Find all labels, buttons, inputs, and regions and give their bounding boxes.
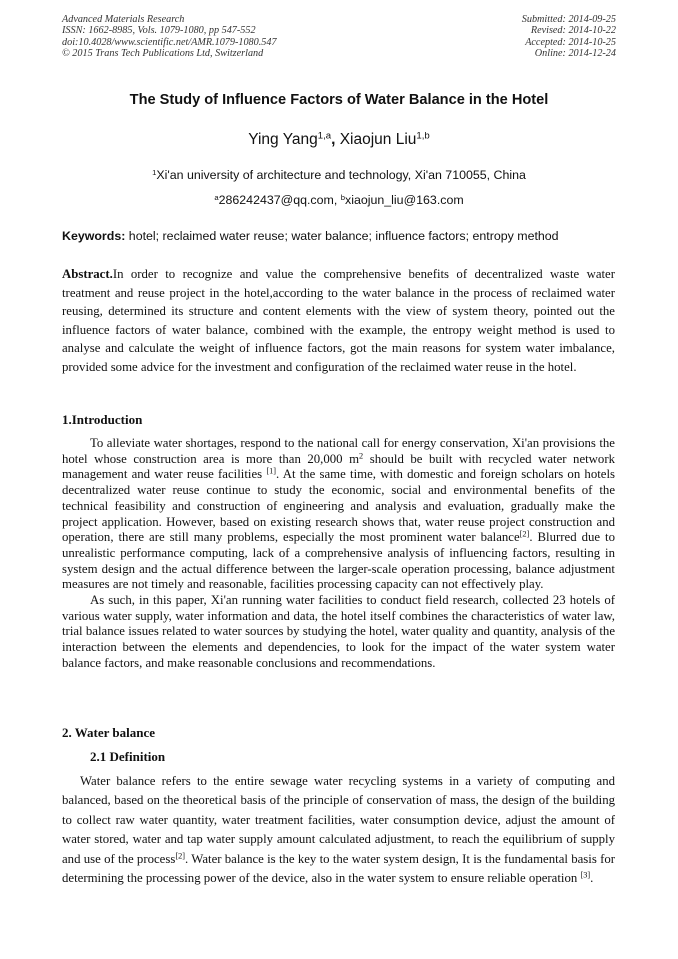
paragraph-text: . Water balance is the key to the water system design, It is the fundamental basis for determining the processing power of the device, also in the water system to ensure reliable operation — [62, 851, 615, 886]
author-separator: , — [331, 131, 340, 148]
superscript: 2 — [359, 451, 364, 461]
paragraph-text: . Blurred due to unrealistic performance computing, lack of a comprehensive analysis of influencing factors, resulting in system design and the actual difference between the larger-scale operation processing, balance adjustment measures are not timely and reasonable, facilities processing capacity can not effectively play. — [62, 530, 615, 592]
affiliation-superscript: 1 — [152, 167, 157, 177]
keywords — [62, 229, 622, 243]
accepted-date: Accepted: 2014-10-25 — [525, 36, 616, 48]
journal-info — [62, 14, 277, 59]
abstract-label: Abstract. — [62, 267, 113, 281]
citation: [3] — [580, 870, 591, 880]
submitted-date: Submitted: 2014-09-25 — [521, 14, 616, 25]
paragraph-text: . At the same time, with domestic and foreign scholars on hotels decentralized water reuse continue to study the economic, social and environmental benefits of the technical feasibility and construction of engineering and analysis and evaluation, gradually make the project application. However, based on existing research shows that, water reuse project construction and operation, there are still many problems, especially the most prominent water balance — [62, 467, 615, 545]
affiliation-text: Xi'an university of architecture and technology, Xi'an 710055, China — [156, 168, 526, 182]
revised-date: Revised: 2014-10-22 — [530, 25, 616, 37]
paragraph: As such, in this paper, Xi'an running water facilities to conduct field research, collected 23 hotels of various water supply, water information and data, the hotel itself combines the characteristics of water law, trial balance issues related to water sources by studying the hotel, water quality and quantity, analysis of the interaction between the elements and dependencies, to look for the impact of the water system water balance factors, and make reasonable conclusions and recommendations. — [62, 593, 615, 670]
subsection-heading: 2.1 Definition — [90, 749, 166, 764]
author-name: Ying Yang — [248, 131, 318, 148]
paper-title: The Study of Influence Factors of Water Balance in the Hotel — [129, 92, 549, 108]
paragraph-text: should be built with recycled water network management and water reuse facilities — [62, 451, 615, 482]
author-list — [0, 131, 678, 149]
abstract — [62, 265, 615, 377]
paragraph-text: Water balance refers to the entire sewage water recycling systems in a variety of computing and balanced, based on the theoretical basis of the principle of conservation of mass, the design of the building to collect raw water quantity, water treatment facilities, water consumption device, adjust the amount of water stored, water and tap water supply amount calculated adjustment, to reach the equilibrium of supply and use of the process — [62, 774, 615, 866]
citation: [1] — [266, 466, 277, 476]
online-date: Online: 2014-12-24 — [534, 47, 616, 59]
paragraph-text: . — [590, 871, 594, 886]
author-superscript: 1,a — [317, 130, 332, 142]
copyright-line: © 2015 Trans Tech Publications Ltd, Switzerland — [62, 47, 264, 59]
author-emails — [0, 193, 678, 207]
journal-name: Advanced Materials Research — [62, 14, 185, 25]
affiliation — [0, 168, 678, 182]
paragraph-text: To alleviate water shortages, respond to the national call for energy conservation, Xi'an provisions the hotel whose construction area is more than 20,000 m — [62, 436, 615, 466]
citation: [2] — [175, 851, 186, 861]
keywords-label: Keywords: — [62, 229, 126, 243]
author-superscript: 1,b — [416, 130, 430, 142]
paragraph — [62, 436, 615, 593]
email-address: xiaojun_liu@163.com — [345, 193, 464, 207]
issn-line: ISSN: 1662-8985, Vols. 1079-1080, pp 547-552 — [62, 25, 256, 37]
section-body — [62, 436, 615, 672]
doi-line: doi:10.4028/www.scientific.net/AMR.1079-1080.547 — [62, 36, 277, 48]
author-name: Xiaojun Liu — [339, 131, 417, 148]
section-heading: 1.Introduction — [62, 412, 143, 427]
section-heading: 2. Water balance — [62, 725, 156, 740]
keywords-text: hotel; reclaimed water reuse; water balance; influence factors; entropy method — [125, 229, 559, 243]
paragraph — [62, 772, 615, 888]
abstract-text: In order to recognize and value the comprehensive benefits of decentralized waste water treatment and reuse project in the hotel,according to the water balance in the process of reclaimed water reusing, determined its structure and content elements with the view of system theory, pointed out the influence factors of water balance, combined with the example, the entropy weight method is used to analyse and calculate the weight of influence factors, got the main reasons for system water imbalance, provided some advice for the investment and configuration of the reclaimed water reuse in the hotel. — [62, 267, 615, 374]
email-address: 286242437@qq.com, — [218, 193, 341, 207]
citation: [2] — [519, 529, 530, 539]
section-body — [62, 772, 615, 888]
submission-dates — [522, 14, 616, 59]
email-superscript: a — [214, 192, 219, 202]
email-superscript: b — [340, 192, 346, 202]
